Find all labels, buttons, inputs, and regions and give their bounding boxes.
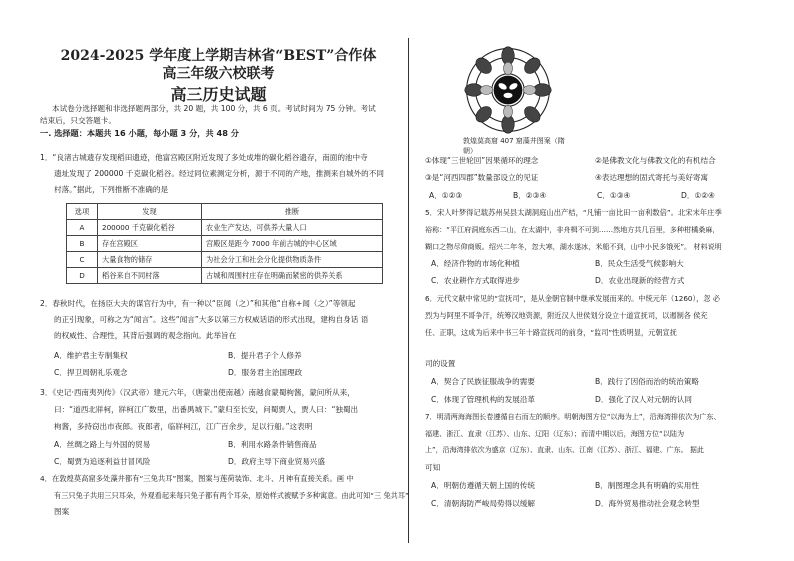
q4-statement: ④表达理想的固式寄托与美好寄寓 xyxy=(595,173,709,182)
q1-line: 遗址发现了 200000 千克碳化稻谷。经过同位素测定分析，源于不同的产地，推测来自城外的不同 xyxy=(54,169,384,178)
table-cell: 200000 千克碳化稻谷 xyxy=(98,220,202,236)
table-cell: D xyxy=(67,268,98,284)
q5-line: 5．宋人叶梦得记载苏州吴县太湖洞庭山出产桔，“凡铺一亩比田一亩利数倍”。北宋末年庄季 xyxy=(425,208,722,217)
table-cell: 存在宫殿区 xyxy=(98,236,202,252)
exam-header-line2: 高三年级六校联考 xyxy=(162,66,275,82)
q5-option-a: A．经济作物的市场化种植 xyxy=(431,259,520,268)
q3-option-a: A．丝绸之路上与外国的贸易 xyxy=(54,440,151,449)
q3-line: 3．《史记·西南夷列传》（汉武帝）建元六年，（唐蒙出使南越）南越食蒙蜀枸酱，蒙问所从来， xyxy=(40,388,355,397)
table-row xyxy=(67,268,383,284)
q4-line: 有三只兔子共用三只耳朵，外观看起来每只兔子都有两个耳朵，原始样式被赋予多种寓意。由此可知“三 兔共耳” xyxy=(54,491,409,500)
q7-line: 7．明清两海海图长卷遵循自右而左的顺序。明朝海图方位“以海为上”，沿海湾排依次为广东、 xyxy=(425,412,721,421)
q5-option-b: B．民众生活受气候影响大 xyxy=(595,259,684,268)
table-cell: B xyxy=(67,236,98,252)
intro-line: 结束后，只交答题卡。 xyxy=(40,116,116,125)
q2-option-d: D．服务君主治国理政 xyxy=(228,368,303,377)
q3-line: 枸酱，多持窃出市夜郎。夜郎者，临牂柯江，江广百余步，足以行船。”这表明 xyxy=(54,422,313,431)
q3-line: 曰：“道西北牂柯，牂柯江广数里，出番禺城下。”蒙归至长安，问蜀贾人，贾人曰：“独蜀出 xyxy=(54,405,359,414)
q4-option-a: A．①②③ xyxy=(429,191,463,200)
q4-option-b: B．②③④ xyxy=(513,191,547,200)
q6-option-a: A．契合了民族征服战争的需要 xyxy=(431,377,535,386)
q6-option-b: B．践行了因俗而治的统治策略 xyxy=(595,377,699,386)
q2-option-b: B．提升君子个人修养 xyxy=(228,351,302,360)
q2-option-c: C．捍卫周朝礼乐观念 xyxy=(54,368,128,377)
q6-option-c: C．体现了管理机构的发展沿革 xyxy=(431,395,536,404)
exam-header-line1: 2024-2025 学年度上学期吉林省“BEST”合作体 xyxy=(60,48,377,64)
q5-line: 裕称：“平江府洞庭东西二山，在太湖中，非舟楫不可到……然地方共几百里，多种柑橘桑麻， xyxy=(425,225,720,234)
table-header-cell: 推断 xyxy=(202,204,383,220)
q4-line: 4．在敦煌莫高窟多处藻井都有“三兔共耳”图案，图案与莲荷装饰、北斗、月神有直接关系。画 中 xyxy=(40,474,354,483)
q5-option-d: D．农业出现新的经营方式 xyxy=(595,276,685,285)
table-cell: 农业生产发达，可供养大量人口 xyxy=(202,220,383,236)
q1-table xyxy=(66,203,383,284)
q7-line: 可知 xyxy=(425,463,441,472)
section-heading: 一. 选择题：本题共 16 小题，每小题 3 分，共 48 分 xyxy=(40,128,239,138)
column-divider xyxy=(408,38,409,543)
q3-option-c: C．蜀贾为追逐利益甘冒风险 xyxy=(54,457,151,466)
q6-option-d: D．强化了汉人对元朝的认同 xyxy=(595,395,692,404)
table-cell: 古城和周围村庄存在明确而紧密的供养关系 xyxy=(202,268,383,284)
table-header-cell: 发现 xyxy=(98,204,202,220)
table-cell: 宫殿区是距今 7000 年前古城的中心区域 xyxy=(202,236,383,252)
q6-line: 6．元代文献中常见的“宣抚司”，是从金朝官制中继承发展而来的。中统元年（1260），忽 必 xyxy=(425,294,720,303)
table-cell: C xyxy=(67,252,98,268)
table-header-row xyxy=(67,204,383,220)
q5-option-c: C．农业耕作方式取得进步 xyxy=(431,276,520,285)
q4-statement: ③是“河西四郡”数量部设立的见证 xyxy=(425,173,539,182)
table-cell: A xyxy=(67,220,98,236)
q2-option-a: A．维护君主专制集权 xyxy=(54,351,128,360)
q1-line: 1．“良渚古城遗存发现稻田遗迹，他富宫殿区附近发现了多处成堆的碳化稻谷遗存，南面的池中寺 xyxy=(40,153,368,162)
q4-line: 图案 xyxy=(54,507,70,516)
q4-option-d: D．①②④ xyxy=(681,191,715,200)
exam-title: 高三历史试题 xyxy=(170,85,267,104)
q7-option-a: A．明朝仿遵循天朝上国的传统 xyxy=(431,481,535,490)
q6-line: 烈为与阿里不哥争汗，统筹汉地资源，附近汉人世侯划分设立十道宣抚司，以遏制各 侯充 xyxy=(425,311,708,320)
figure-caption: 敦煌莫高窟 407 窟藻井图案（隋朝） xyxy=(463,137,565,155)
q2-line: 2．春秋时代，在扬臣大夫的谋官行为中，有一种以“臣闻（之）”和其他“自称+闻（之）”等领起 xyxy=(40,299,356,308)
q6-line: 任、正职，这成为后来中书三年十路宣抚司的前身，“监司”性质明显，元朝宣抚 xyxy=(425,328,677,337)
q6-line: 司的设置 xyxy=(425,359,456,368)
q5-line: 糊口之物尽仰商贩。绍兴二年冬，忽大寒，湖水遂冰，米船不到，山中小民多饿死”。 材料说明 xyxy=(425,242,722,251)
q2-line: 的权威性、合理性，其背后强调的观念指向。此举旨在 xyxy=(54,331,237,340)
table-cell: 稻谷来自不同村落 xyxy=(98,268,202,284)
q7-option-c: C．清朝海防严峻局势得以缓解 xyxy=(431,499,536,508)
q3-option-d: D．政府主导下商业贸易兴盛 xyxy=(228,457,325,466)
table-row xyxy=(67,252,383,268)
q7-option-b: B．制图理念具有明确的实用性 xyxy=(595,481,699,490)
table-row xyxy=(67,220,383,236)
caisson-pattern-image xyxy=(463,45,553,135)
table-row xyxy=(67,236,383,252)
q3-option-b: B．利用水路条件销售商品 xyxy=(228,440,317,449)
q7-line: 上”，沿海湾排依次为盛京（辽东）、直隶、山东、江南（江苏）、浙江、福建、广东。 据此 xyxy=(425,446,704,454)
q4-statement: ①体现“三世轮回”因果循环的理念 xyxy=(425,156,539,165)
q7-option-d: D．海外贸易推动社会观念转型 xyxy=(595,499,700,508)
q4-statement: ②是佛教文化与佛教文化的有机结合 xyxy=(595,156,716,165)
q4-option-c: C．①③④ xyxy=(597,191,631,200)
intro-line: 本试卷分选择题和非选择题两部分，共 20 题，共 100 分，共 6 页。考试时间为 75 分钟。考试 xyxy=(52,104,376,113)
table-header-cell: 选项 xyxy=(67,204,98,220)
table-cell: 为社会分工和社会分化提供物质条件 xyxy=(202,252,383,268)
q1-line: 村落。”据此，下列推断不准确的是 xyxy=(54,185,169,194)
table-cell: 大量食物的储存 xyxy=(98,252,202,268)
q2-line: 的正引现象，可称之为“闻言”。这些“闻言”大多以第三方权威话语的形式出现，建构自身话 语 xyxy=(54,315,369,324)
q7-line: 福建、浙江、直隶（江苏）、山东、辽阳（辽东）；而清中期以后，海图方位“以陆为 xyxy=(425,429,685,438)
